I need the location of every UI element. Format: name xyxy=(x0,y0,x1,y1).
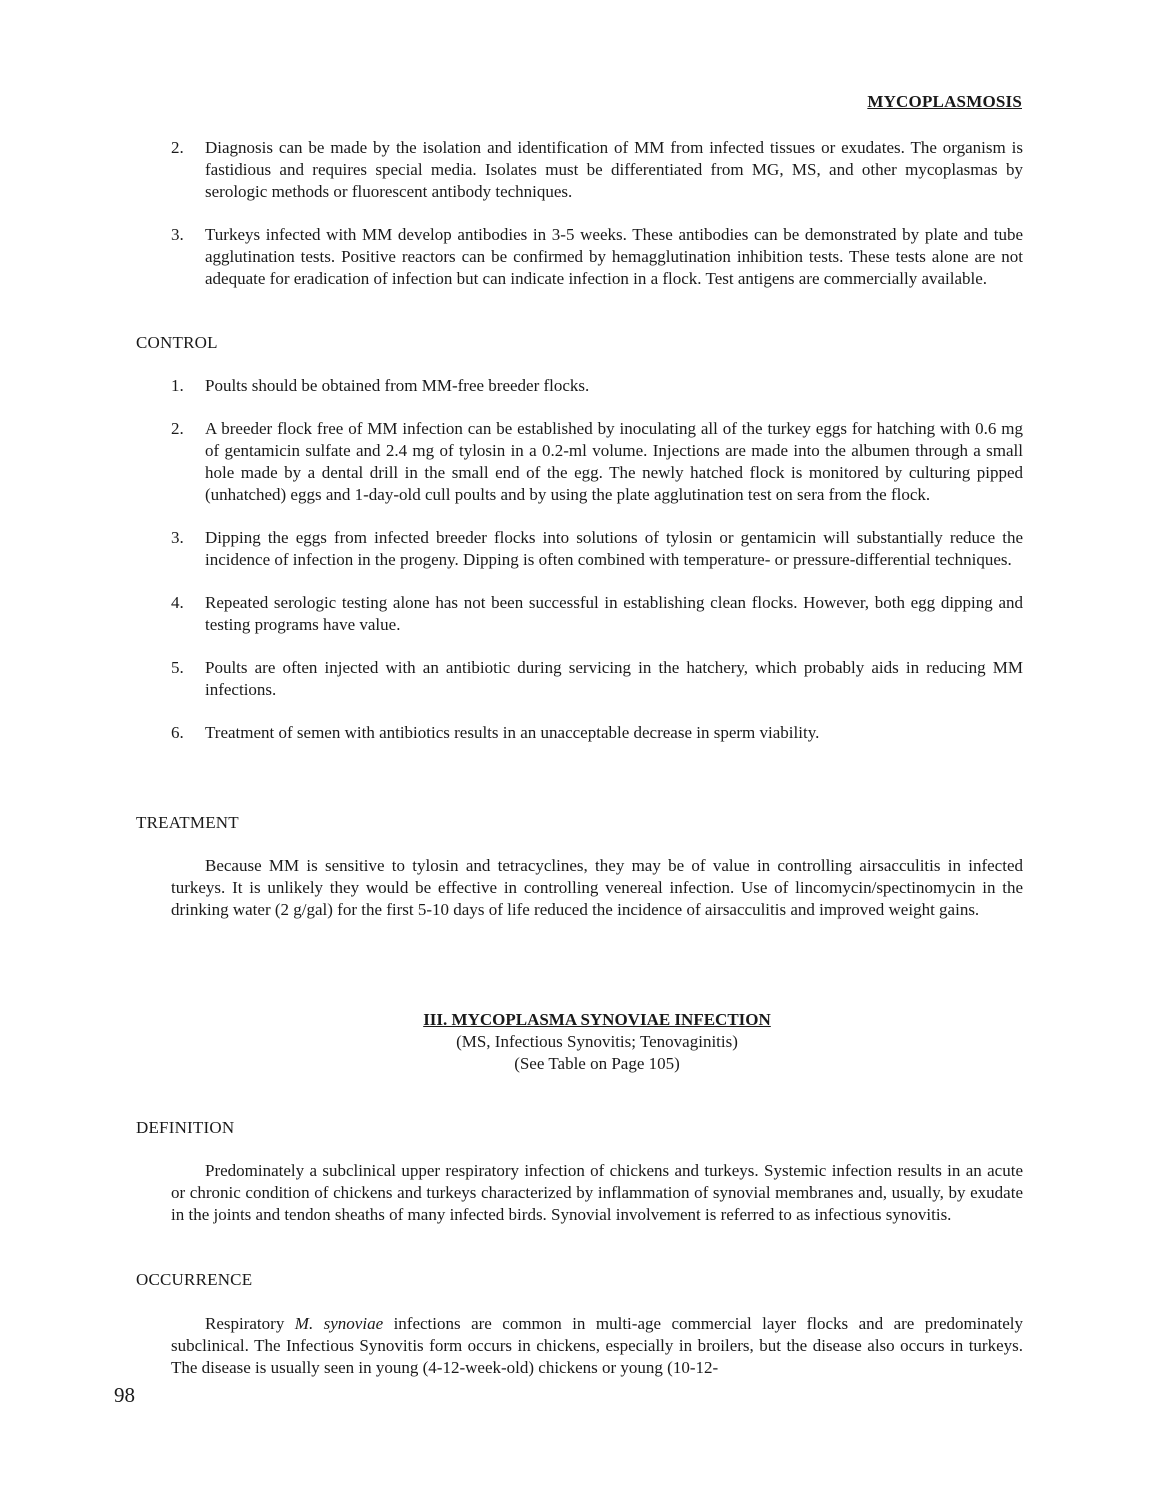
definition-paragraph: Predominately a subclinical upper respiratory infection of chickens and turkeys. Systemic infection results in an acute or chronic condition of chickens and turkeys characterized by inflammation of synovial membranes and, usually, by exudate in the joints and tendon sheaths of many infected birds. Synovial involvement is referred to as infectious synovitis. xyxy=(171,1161,1023,1224)
occurrence-text-end: infections are common in multi-age commercial layer flocks and are predominately subclinical. The Infectious Synovitis form occurs in chickens, especially in broilers, but the disease also occurs in turkeys. The disease is usually seen in young (4-12-week-old) chickens or young (10-12- xyxy=(171,1314,1023,1377)
item-number: 2. xyxy=(171,419,184,438)
item-text: Poults are often injected with an antibiotic during servicing in the hatchery, which probably aids in reducing MM infections. xyxy=(205,658,1023,699)
item-number: 6. xyxy=(171,723,184,742)
item-number: 2. xyxy=(171,138,184,157)
treatment-paragraph: Because MM is sensitive to tylosin and tetracyclines, they may be of value in controlling airsacculitis in infected turkeys. It is unlikely they would be effective in controlling venereal infection. Use of lincomycin/spectinomycin in the drinking water (2 g/gal) for the first 5-10 days of life reduced the incidence of airsacculitis and improved weight gains. xyxy=(171,856,1023,919)
control-list xyxy=(0,375,1159,744)
diagnosis-list xyxy=(0,137,1159,290)
list-item xyxy=(0,592,1159,636)
section-title: III. MYCOPLASMA SYNOVIAE INFECTION xyxy=(423,1010,771,1029)
species-name: M. synoviae xyxy=(294,1314,384,1333)
section-title-block xyxy=(171,1009,1023,1075)
list-item xyxy=(0,137,1159,203)
item-text: A breeder flock free of MM infection can be established by inoculating all of the turkey eggs for hatching with 0.6 mg of gentamicin sulfate and 2.4 mg of tylosin in a 0.2-ml volume. Injections are made into the albumen through a small hole made by a dental drill in the small end of the egg. The newly hatched flock is monitored by culturing pipped (unhatched) eggs and 1-day-old cull poults and by using the plate agglutination test on sera from the flock. xyxy=(205,419,1023,504)
item-number: 3. xyxy=(171,225,184,244)
definition-heading: DEFINITION xyxy=(136,1118,235,1137)
item-number: 5. xyxy=(171,658,184,677)
list-item xyxy=(0,527,1159,571)
treatment-heading: TREATMENT xyxy=(136,813,239,832)
running-header: MYCOPLASMOSIS xyxy=(867,92,1022,111)
item-text: Diagnosis can be made by the isolation and identification of MM from infected tissues or exudates. The organism is fastidious and requires special media. Isolates must be differentiated from MG, MS, and other mycoplasmas by serologic methods or fluorescent antibody techniques. xyxy=(205,138,1023,201)
list-item xyxy=(0,657,1159,701)
item-number: 3. xyxy=(171,528,184,547)
item-number: 4. xyxy=(171,593,184,612)
list-item xyxy=(0,224,1159,290)
list-item xyxy=(0,418,1159,506)
occurrence-heading: OCCURRENCE xyxy=(136,1270,253,1289)
item-text: Turkeys infected with MM develop antibodies in 3-5 weeks. These antibodies can be demonstrated by plate and tube agglutination tests. Positive reactors can be confirmed by hemagglutination inhibition tests. These tests alone are not adequate for eradication of infection but can indicate infection in a flock. Test antigens are commercially available. xyxy=(205,225,1023,288)
section-subtitle: (MS, Infectious Synovitis; Tenovaginitis) xyxy=(456,1032,738,1051)
occurrence-text-start: Respiratory xyxy=(205,1314,295,1333)
page-number: 98 xyxy=(114,1383,135,1407)
list-item xyxy=(0,722,1159,744)
item-text: Treatment of semen with antibiotics results in an unacceptable decrease in sperm viability. xyxy=(205,723,820,742)
item-text: Repeated serologic testing alone has not been successful in establishing clean flocks. However, both egg dipping and testing programs have value. xyxy=(205,593,1023,634)
item-text: Poults should be obtained from MM-free breeder flocks. xyxy=(205,376,590,395)
list-item xyxy=(0,375,1159,397)
see-table-note: (See Table on Page 105) xyxy=(514,1054,680,1073)
control-heading: CONTROL xyxy=(136,333,218,352)
item-number: 1. xyxy=(171,376,184,395)
item-text: Dipping the eggs from infected breeder flocks into solutions of tylosin or gentamicin will substantially reduce the incidence of infection in the progeny. Dipping is often combined with temperature- or pressure-differential techniques. xyxy=(205,528,1023,569)
occurrence-paragraph xyxy=(171,1313,1023,1379)
